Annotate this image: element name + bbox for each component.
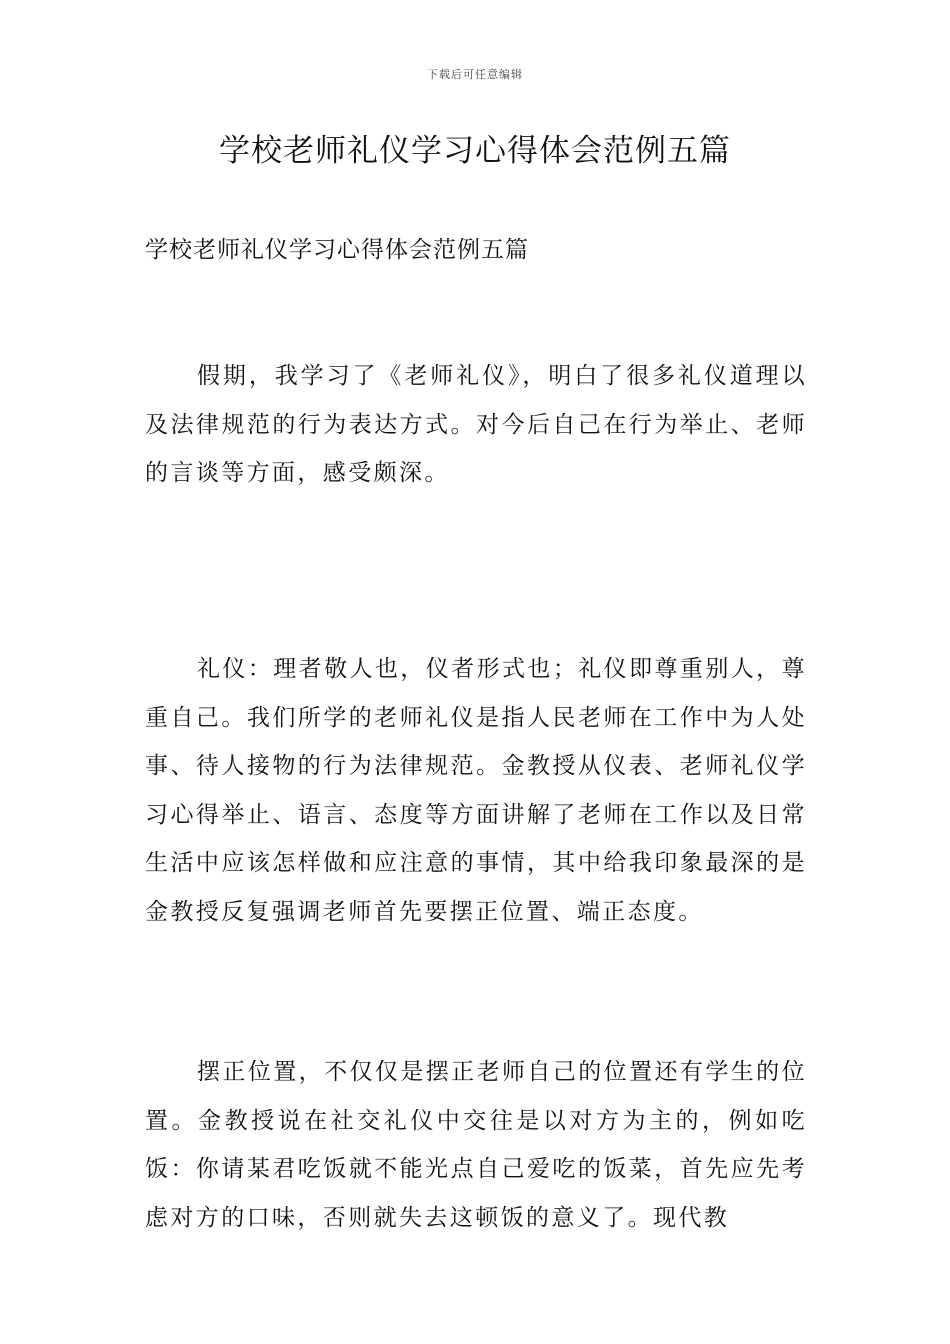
paragraph-3: 摆正位置，不仅仅是摆正老师自己的位置还有学生的位置。金教授说在社交礼仪中交往是以对方为主的，例如吃饭：你请某君吃饭就不能光点自己爱吃的饭菜，首先应先考虑对方的口味，否则就失去这顿饭的意义了。现代教 — [145, 1059, 807, 1231]
paragraph-2: 礼仪：理者敬人也，仪者形式也；礼仪即尊重别人，尊重自己。我们所学的老师礼仪是指人民老师在工作中为人处事、待人接物的行为法律规范。金教授从仪表、老师礼仪学习心得举止、语言、态度等方面讲解了老师在工作以及日常生活中应该怎样做和应注意的事情，其中给我印象最深的是金教授反复强调老师首先要摆正位置、端正态度。 — [145, 656, 807, 925]
document-title: 学校老师礼仪学习心得体会范例五篇 — [219, 133, 731, 169]
paragraph-1: 假期，我学习了《老师礼仪》，明白了很多礼仪道理以及法律规范的行为表达方式。对今后自己在行为举止、老师的言谈等方面，感受颇深。 — [145, 363, 807, 486]
document-subtitle: 学校老师礼仪学习心得体会范例五篇 — [145, 237, 529, 263]
header-note: 下载后可任意编辑 — [427, 68, 523, 81]
